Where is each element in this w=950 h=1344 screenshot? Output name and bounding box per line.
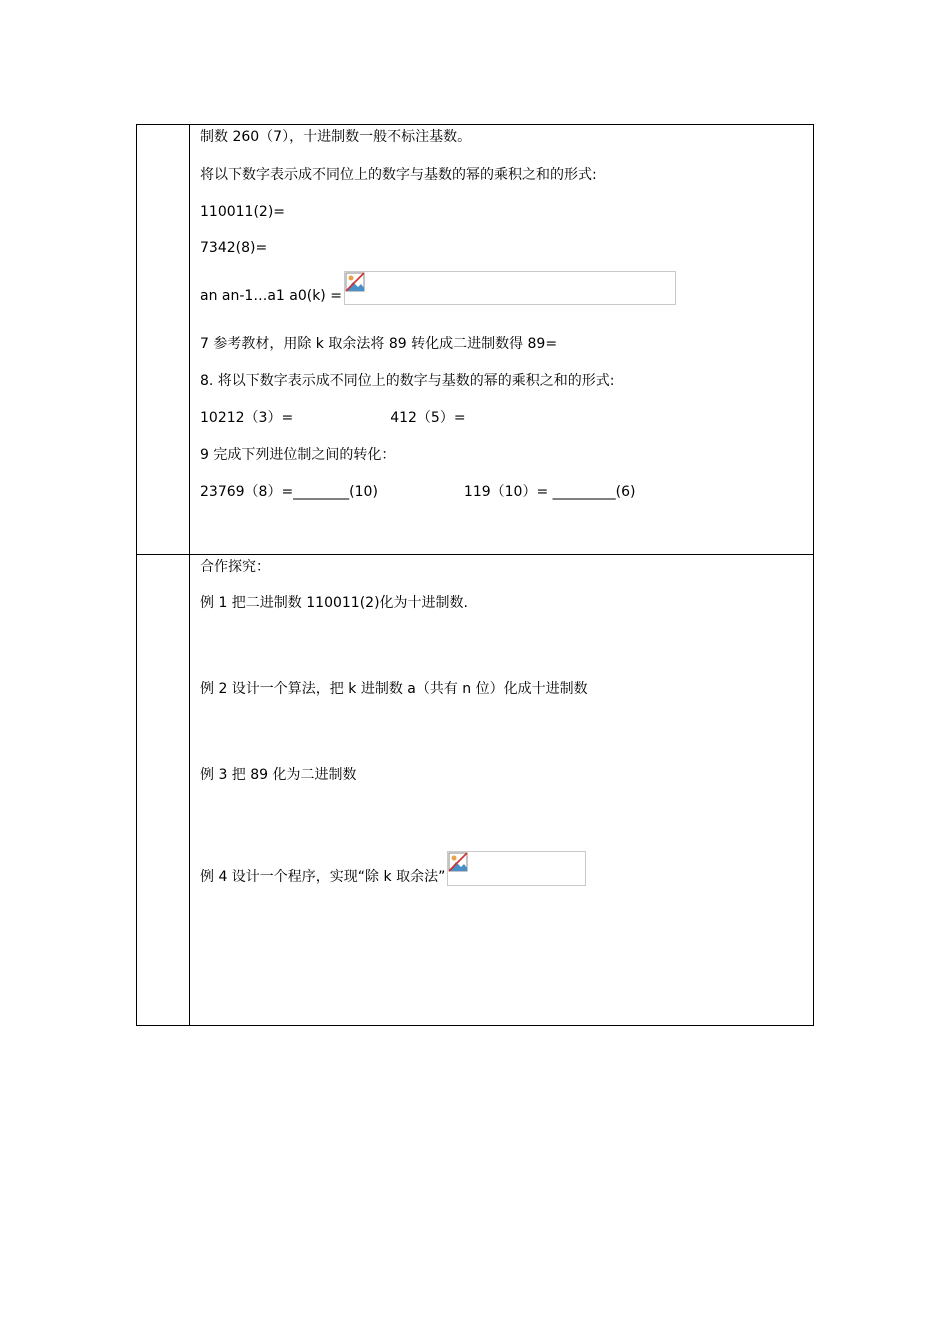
table-left-cell: [137, 125, 190, 555]
question-8-items: [200, 409, 466, 427]
example-4: 例 4 设计一个程序，实现“除 k 取余法”: [200, 869, 446, 885]
example-2: 例 2 设计一个算法，把 k 进制数 a（共有 n 位）化成十进制数: [200, 681, 588, 697]
section-heading: 合作探究：: [200, 559, 270, 575]
formula-image: [344, 271, 676, 305]
question-8-item-a: 10212（3）=: [200, 410, 294, 426]
question-7: 7 参考教材，用除 k 取余法将 89 转化成二进制数得 89=: [200, 336, 558, 352]
general-formula-text: an an-1…a1 a0(k) =: [200, 288, 342, 304]
question-9-item-b: 119（10）= _________(6): [463, 484, 636, 500]
exercise-octal: 7342(8)=: [200, 240, 268, 256]
table-row: [137, 555, 814, 1026]
table-left-cell: [137, 555, 190, 1026]
example-1: 例 1 把二进制数 110011(2)化为十进制数.: [200, 595, 468, 611]
table-content-cell: [190, 555, 814, 1026]
question-9-item-a: 23769（8）=________(10): [200, 484, 378, 500]
general-formula-line: [200, 271, 676, 305]
example-4-line: [200, 851, 586, 886]
lesson-table: [136, 124, 814, 1026]
table-row: [137, 125, 814, 555]
program-image: [447, 851, 586, 886]
text-line: 制数 260（7），十进制数一般不标注基数。: [200, 129, 472, 145]
question-9: 9 完成下列进位制之间的转化：: [200, 447, 396, 463]
question-9-items: [200, 483, 635, 501]
question-8-item-b: 412（5）=: [390, 410, 466, 426]
instruction-text: 将以下数字表示成不同位上的数字与基数的幂的乘积之和的形式:: [200, 167, 597, 183]
example-3: 例 3 把 89 化为二进制数: [200, 767, 357, 783]
exercise-binary: 110011(2)=: [200, 204, 286, 220]
table-content-cell: [190, 125, 814, 555]
broken-image-icon: [345, 272, 365, 292]
question-8: 8. 将以下数字表示成不同位上的数字与基数的幂的乘积之和的形式:: [200, 373, 615, 389]
broken-image-icon: [448, 852, 468, 872]
